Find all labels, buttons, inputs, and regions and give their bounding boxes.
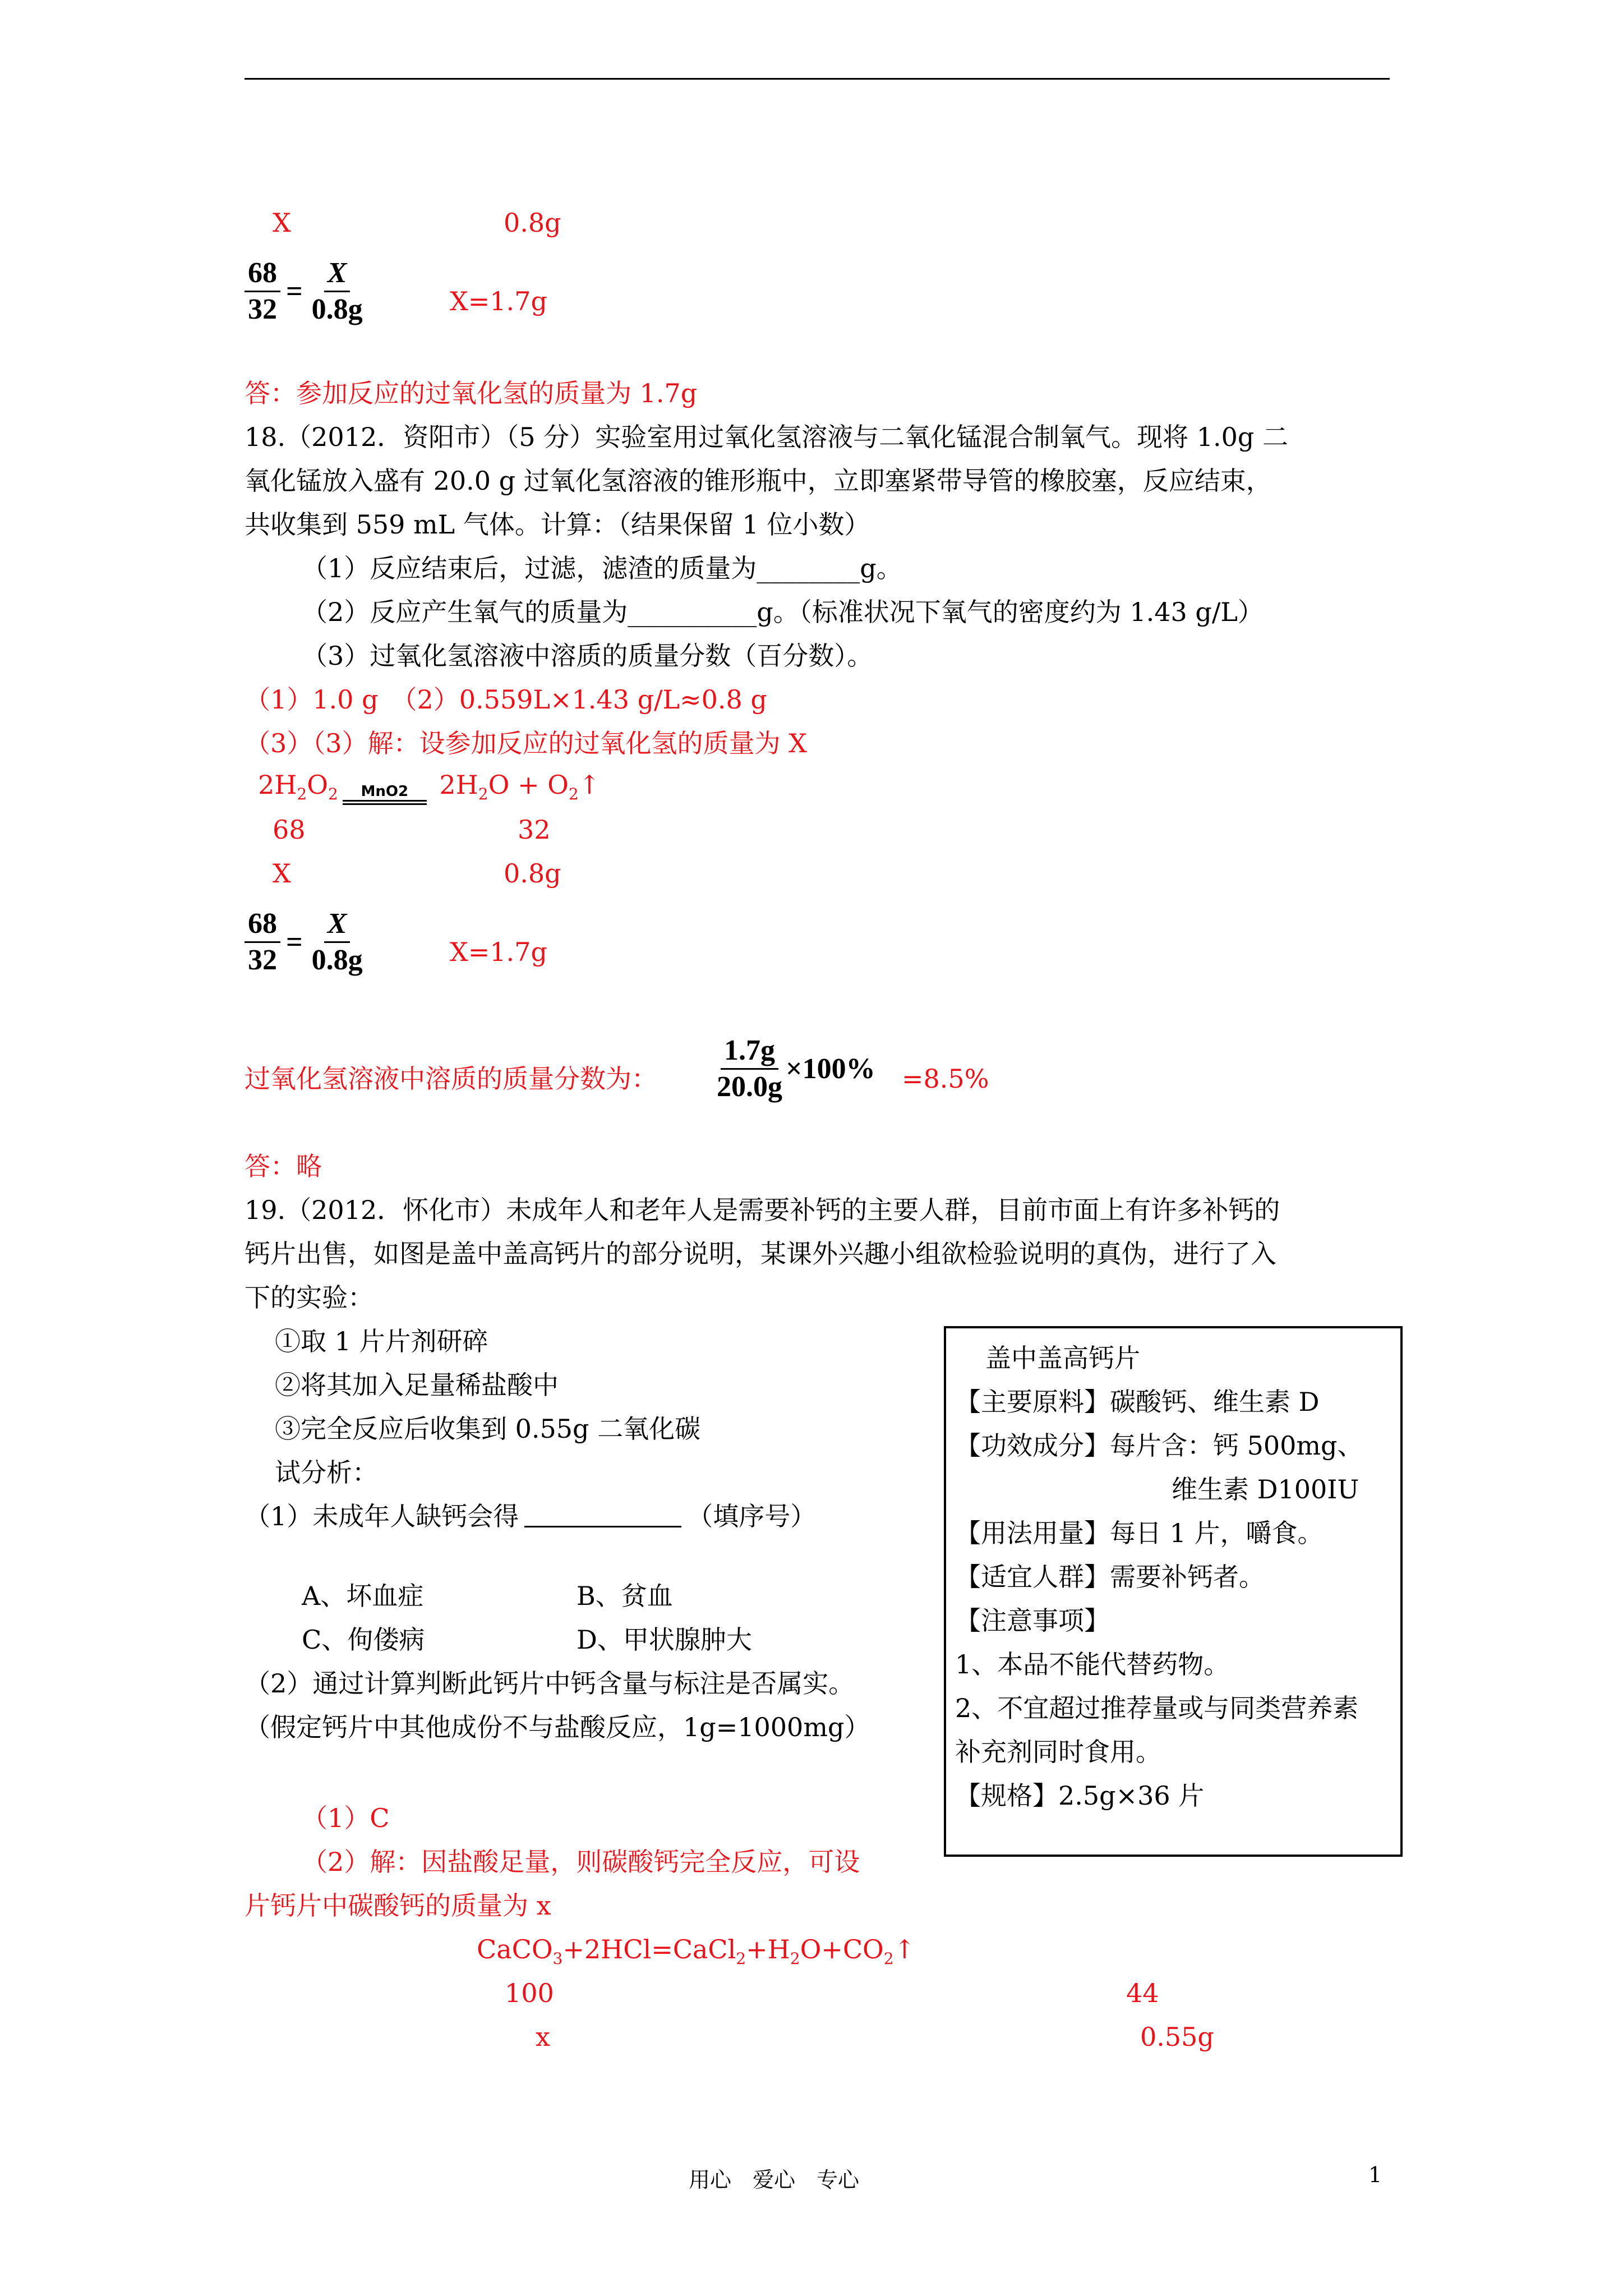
q19-equation: $CaCO_3+2HCl=CaCl_2+H_2O+CO_2↑$ [477, 1934, 916, 1968]
prev-fraction: $\frac{68}{32}$ = $\frac{X}{0.8g}$ [245, 256, 366, 328]
box-row-components: 【功效成分】每片含：钙 500mg、 [955, 1430, 1363, 1461]
q19-step3: ③完全反应后收集到 0.55g 二氧化碳 [275, 1414, 701, 1444]
prev-answer: 答：参加反应的过氧化氢的质量为 1.7g [245, 378, 698, 408]
prev-row-x: X [273, 208, 291, 238]
q19-optC: C、佝偻病 [302, 1625, 425, 1655]
q18-pct-label: 过氧化氢溶液中溶质的质量分数为： [245, 1064, 657, 1094]
q19-optD: D、甲状腺肿大 [577, 1625, 752, 1655]
q19-step1: ①取 1 片片剂研碎 [275, 1326, 488, 1356]
q18-answer: 答：略 [245, 1151, 322, 1181]
q19-line1: 19.（2012．怀化市）未成年人和老年人是需要补钙的主要人群，目前市面上有许多补钙的 [245, 1195, 1280, 1225]
q18-line1: 18.（2012．资阳市）（5 分）实验室用过氧化氢溶液与二氧化锰混合制氧气。现将 1.0g 二 [245, 422, 1288, 452]
q18-colX: X [273, 858, 291, 889]
footer-motto: 用心 爱心 专心 [689, 2168, 860, 2192]
q19-col100: 100 [505, 1978, 554, 2008]
prev-result: X=1.7g [450, 286, 547, 316]
q19-col44: 44 [1126, 1978, 1159, 2008]
q18-result: X=1.7g [450, 937, 547, 967]
q19-optB: B、贫血 [577, 1581, 673, 1611]
box-row-components-cont: 维生素 D100IU [1172, 1474, 1359, 1504]
q19-ans1: （1）C [302, 1803, 390, 1833]
q18-pct-fraction: $\frac{1.7g}{20.0g}$ ×100% [717, 1034, 875, 1103]
q19-step2: ②将其加入足量稀盐酸中 [275, 1370, 559, 1400]
q19-sub1: （1）未成年人缺钙会得 （填序号） [245, 1501, 817, 1531]
q19-sub2b: （假定钙片中其他成份不与盐酸反应，1g=1000mg） [245, 1712, 870, 1742]
box-title: 盖中盖高钙片 [985, 1343, 1140, 1373]
q19-colx: x [536, 2022, 550, 2052]
box-row-audience: 【适宜人群】需要补钙者。 [955, 1562, 1265, 1592]
q19-col055g: 0.55g [1140, 2022, 1214, 2052]
page-number: 1 [1368, 2162, 1382, 2187]
q18-fraction: $\frac{68}{32}$ = $\frac{X}{0.8g}$ [245, 907, 366, 978]
q19-sub2: （2）通过计算判断此钙片中钙含量与标注是否属实。 [245, 1668, 855, 1699]
prev-row-08g: 0.8g [504, 208, 561, 238]
q19-ans2b: 片钙片中碳酸钙的质量为 x [245, 1890, 551, 1921]
product-label-box [944, 1326, 1403, 1857]
box-row-spec: 【规格】2.5g×36 片 [955, 1780, 1205, 1811]
q19-optA: A、坏血症 [302, 1581, 424, 1611]
q18-line2: 氧化锰放入盛有 20.0 g 过氧化氢溶液的锥形瓶中，立即塞紧带导管的橡胶塞，反应结束， [245, 466, 1272, 496]
q18-line3: 共收集到 559 mL 气体。计算：（结果保留 1 位小数） [245, 509, 870, 540]
q19-try: 试分析： [275, 1457, 378, 1488]
header-rule [245, 78, 1390, 80]
q18-pct-result: =8.5% [902, 1064, 989, 1094]
box-row-ingredients: 【主要原料】碳酸钙、维生素 D [955, 1387, 1320, 1417]
box-row-notes-title: 【注意事项】 [955, 1605, 1110, 1636]
box-row-note1: 1、本品不能代替药物。 [955, 1649, 1230, 1680]
catalyst-arrow: MnO2 [343, 784, 427, 805]
q18-sub1: （1）反应结束后，过滤，滤渣的质量为________g。 [302, 553, 902, 583]
q19-line2: 钙片出售，如图是盖中盖高钙片的部分说明，某课外兴趣小组欲检验说明的真伪，进行了入 [245, 1239, 1276, 1269]
q18-ans1: （1）1.0 g （2）0.559L×1.43 g/L≈0.8 g [245, 684, 767, 715]
q18-col32: 32 [518, 815, 551, 845]
answer-blank [524, 1503, 681, 1527]
q18-ans3: （3）（3）解：设参加反应的过氧化氢的质量为 X [245, 728, 807, 758]
q18-col08g: 0.8g [504, 858, 561, 889]
q18-col68: 68 [273, 815, 306, 845]
q19-ans2a: （2）解：因盐酸足量，则碳酸钙完全反应，可设 [302, 1847, 860, 1877]
box-row-usage: 【用法用量】每日 1 片，嚼食。 [955, 1518, 1324, 1548]
q18-equation: $2H_2O_2$ MnO2 $2H_2O$ + $O_2↑$ [258, 769, 600, 805]
box-row-note2: 2、不宜超过推荐量或与同类营养素 [955, 1693, 1359, 1723]
q18-sub3: （3）过氧化氢溶液中溶质的质量分数（百分数）。 [302, 641, 873, 671]
q18-sub2: （2）反应产生氧气的质量为__________g。（标准状况下氧气的密度约为 1.43 g/L） [302, 597, 1264, 627]
q19-line3: 下的实验： [245, 1282, 374, 1313]
box-row-note2-cont: 补充剂同时食用。 [955, 1737, 1161, 1767]
